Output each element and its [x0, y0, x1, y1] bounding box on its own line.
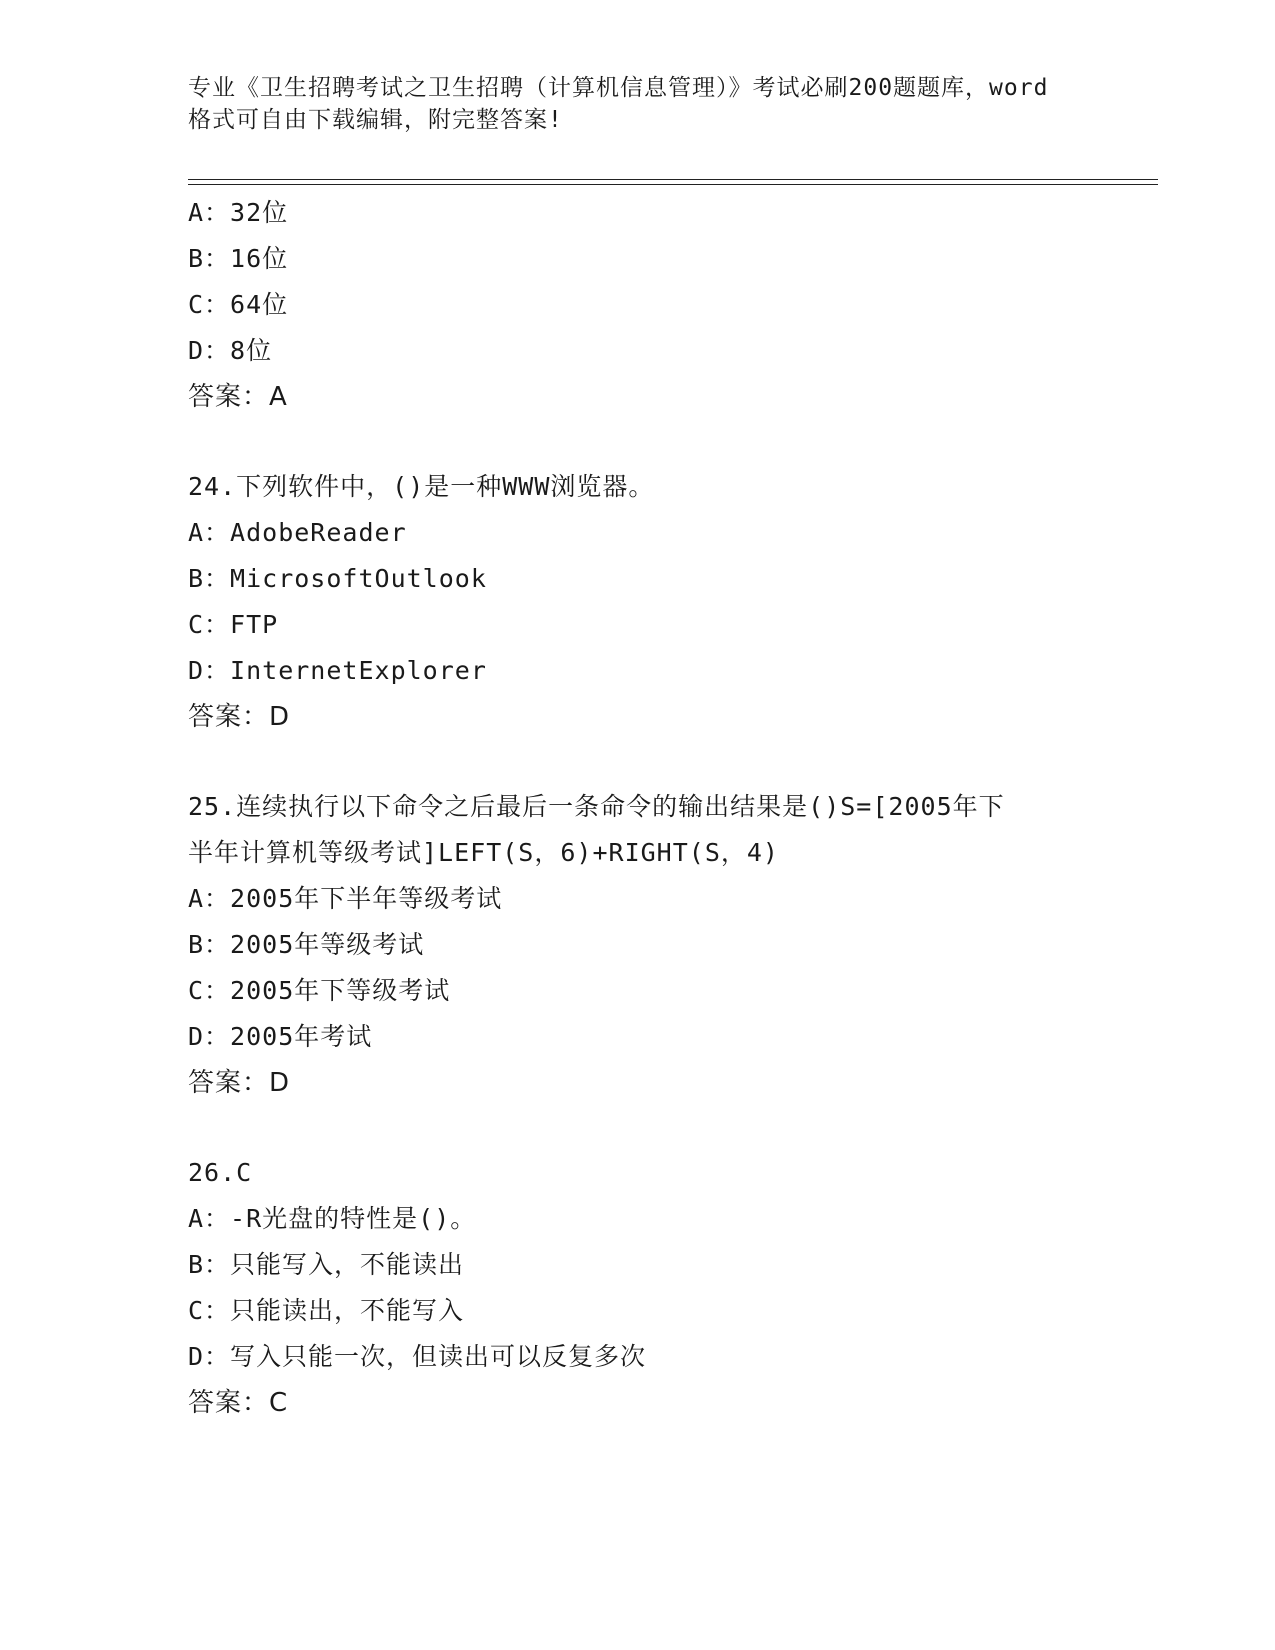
answer: 答案：A — [188, 382, 288, 412]
option-c: C：64位 — [188, 290, 289, 319]
question-text-line-1: 25.连续执行以下命令之后最后一条命令的输出结果是()S=[2005年下 — [188, 792, 1005, 821]
question-23 — [188, 190, 1108, 420]
answer: 答案：D — [188, 1068, 291, 1098]
option-b: B：只能写入，不能读出 — [188, 1250, 465, 1279]
option-a: A：AdobeReader — [188, 518, 407, 547]
option-a: A：-R光盘的特性是()。 — [188, 1204, 477, 1233]
option-b: B：16位 — [188, 244, 289, 273]
option-a: A：2005年下半年等级考试 — [188, 884, 503, 913]
header-divider-bottom — [188, 184, 1158, 185]
option-d: D：8位 — [188, 336, 273, 365]
option-d: D：写入只能一次，但读出可以反复多次 — [188, 1342, 647, 1371]
option-c: C：2005年下等级考试 — [188, 976, 451, 1005]
question-26 — [188, 1150, 1108, 1426]
option-a: A：32位 — [188, 198, 289, 227]
option-d: D：2005年考试 — [188, 1022, 373, 1051]
question-text-line-2: 半年计算机等级考试]LEFT(S，6)+RIGHT(S，4) — [188, 838, 779, 867]
option-c: C：FTP — [188, 610, 279, 639]
header-divider-top — [188, 179, 1158, 180]
option-b: B：2005年等级考试 — [188, 930, 425, 959]
spacer — [188, 420, 1108, 464]
header-title-line-2: 格式可自由下载编辑，附完整答案! — [188, 107, 563, 133]
question-list — [188, 190, 1108, 1426]
question-text: 24.下列软件中，()是一种WWW浏览器。 — [188, 472, 655, 501]
question-24 — [188, 464, 1108, 740]
document-header — [188, 72, 1088, 136]
spacer — [188, 740, 1108, 784]
header-title-line-1: 专业《卫生招聘考试之卫生招聘（计算机信息管理）》考试必刷200题题库，word — [188, 75, 1049, 101]
option-d: D：InternetExplorer — [188, 656, 487, 685]
option-c: C：只能读出，不能写入 — [188, 1296, 465, 1325]
option-b: B：MicrosoftOutlook — [188, 564, 487, 593]
question-25 — [188, 784, 1108, 1106]
question-text: 26.C — [188, 1158, 253, 1187]
answer: 答案：D — [188, 702, 291, 732]
spacer — [188, 1106, 1108, 1150]
answer: 答案：C — [188, 1388, 289, 1418]
